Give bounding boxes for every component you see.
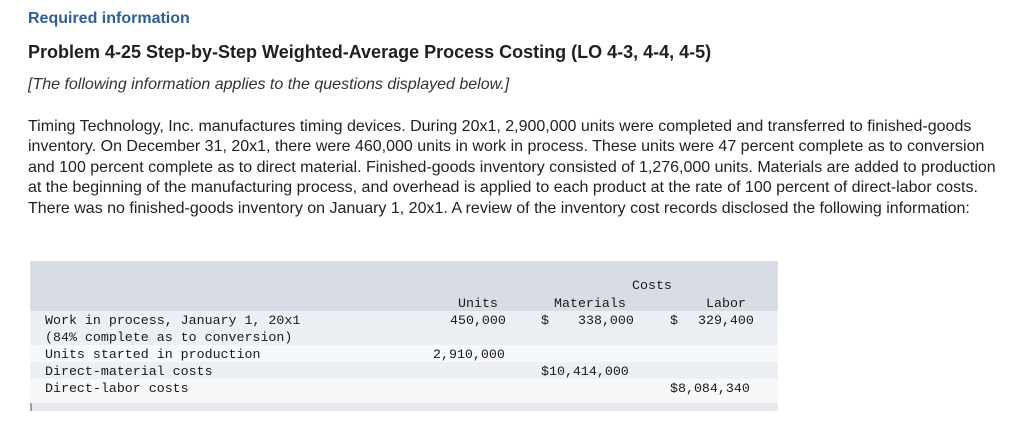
wip-labor-dollar: $ bbox=[670, 313, 678, 328]
required-information-heading: Required information bbox=[28, 10, 190, 27]
direct-material-value: $10,414,000 bbox=[541, 364, 629, 379]
wip-materials: 338,000 bbox=[578, 313, 634, 328]
row-label-conversion-note: (84% complete as to conversion) bbox=[45, 330, 293, 345]
direct-labor-value: $8,084,340 bbox=[670, 381, 750, 396]
costs-header: Costs bbox=[632, 278, 672, 293]
row-label-direct-material: Direct-material costs bbox=[45, 364, 213, 379]
row-label-wip: Work in process, January 1, 20x1 bbox=[45, 313, 301, 328]
problem-title: Problem 4-25 Step-by-Step Weighted-Average Process Costing (LO 4-3, 4-4, 4-5) bbox=[28, 42, 712, 62]
wip-materials-dollar: $ bbox=[541, 313, 549, 328]
labor-column-header: Labor bbox=[706, 296, 746, 311]
applies-note: [The following information applies to the questions displayed below.] bbox=[28, 76, 510, 93]
units-started-value: 2,910,000 bbox=[433, 347, 505, 362]
inventory-cost-table bbox=[30, 261, 778, 411]
units-column-header: Units bbox=[458, 296, 498, 311]
problem-description: Timing Technology, Inc. manufactures timing devices. During 20x1, 2,900,000 units were completed and transferred to finished-goods inventory. On December 31, 20x1, there were 460,000 units in work in process. These units were 47 percent complete as to conversion and 100 percent complete as to direct material. Finished-goods inventory consisted of 1,276,000 units. Materials are added to production at the beginning of the manufacturing process, and overhead is applied to each product at the rate of 100 percent of direct-labor costs. There was no finished-goods inventory on January 1, 20x1. A review of the inventory cost records disclosed the following information: bbox=[28, 118, 996, 217]
materials-column-header: Materials bbox=[554, 296, 626, 311]
row-label-units-started: Units started in production bbox=[45, 347, 261, 362]
table-bottom-rule bbox=[30, 403, 778, 411]
wip-units: 450,000 bbox=[450, 313, 506, 328]
row-label-direct-labor: Direct-labor costs bbox=[45, 381, 189, 396]
wip-labor: 329,400 bbox=[698, 313, 754, 328]
